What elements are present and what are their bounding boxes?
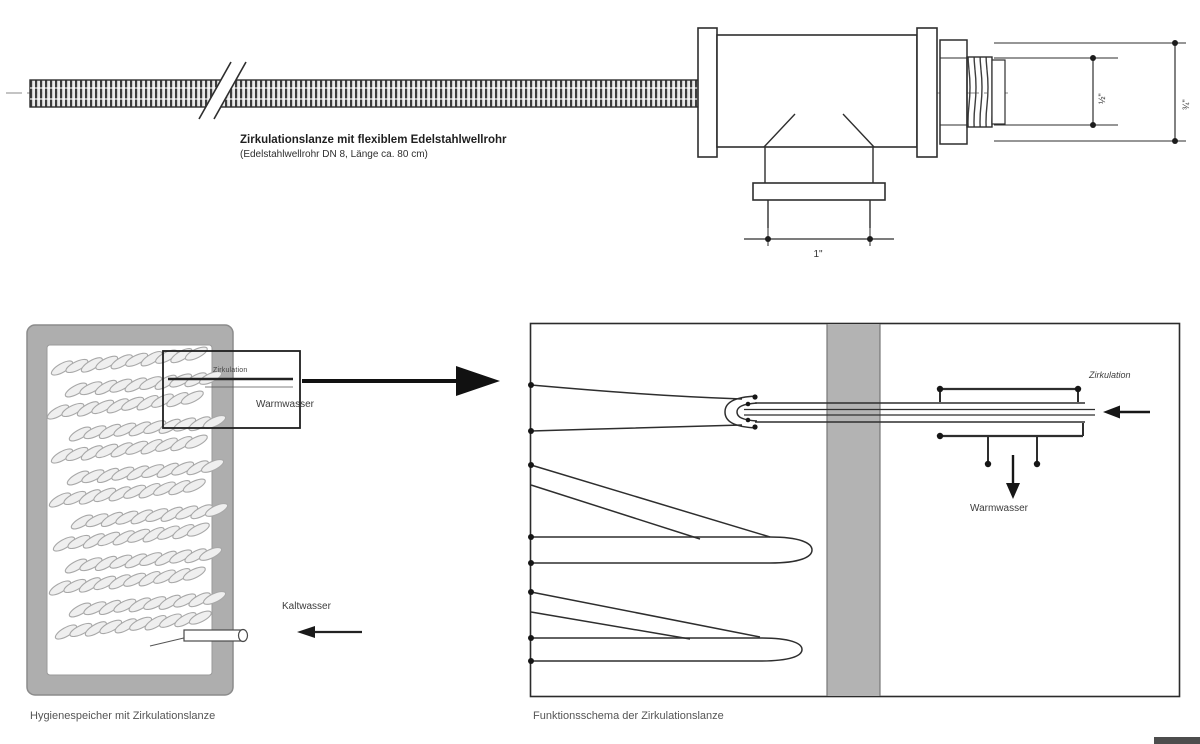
dimension-outer — [994, 40, 1186, 144]
detail-reference-arrow — [302, 366, 500, 396]
cold-water-arrow — [297, 626, 362, 638]
branch-flange — [753, 183, 885, 200]
callout-pipe-label: Zirkulation — [213, 367, 248, 374]
dimension-label-branch: 1" — [813, 249, 823, 260]
tee-left-flange — [698, 28, 717, 157]
left-diagram-caption: Hygienespeicher mit Zirkulationslanze — [30, 710, 216, 722]
schema-warmwasser-label: Warmwasser — [970, 503, 1028, 514]
corrugated-pipe — [30, 80, 702, 107]
dimension-label-thread: ½" — [1097, 93, 1107, 104]
callout-warmwasser-label: Warmwasser — [256, 399, 314, 410]
schema-wall — [827, 324, 880, 696]
hex-nut — [940, 40, 967, 144]
dimension-label-outer: ¾" — [1181, 99, 1191, 110]
kaltwasser-label: Kaltwasser — [282, 601, 331, 612]
lance-technical-drawing — [6, 28, 1186, 246]
pipe-stub-end — [992, 60, 1005, 124]
threaded-end — [967, 57, 992, 127]
schema-zirkulation-label: Zirkulation — [1089, 370, 1131, 380]
corner-mark — [1154, 737, 1200, 744]
drawing-subtitle: (Edelstahlwellrohr DN 8, Länge ca. 80 cm) — [240, 149, 428, 160]
drawing-title: Zirkulationslanze mit flexiblem Edelstahlwellrohr — [240, 134, 507, 146]
tee-fitting — [698, 28, 1005, 228]
tee-main-body — [717, 35, 917, 147]
right-diagram-caption: Funktionsschema der Zirkulationslanze — [533, 710, 724, 722]
schema-diagram — [528, 324, 1180, 697]
dimension-branch — [744, 228, 894, 246]
tee-right-flange — [917, 28, 937, 157]
dimension-thread — [994, 55, 1118, 128]
